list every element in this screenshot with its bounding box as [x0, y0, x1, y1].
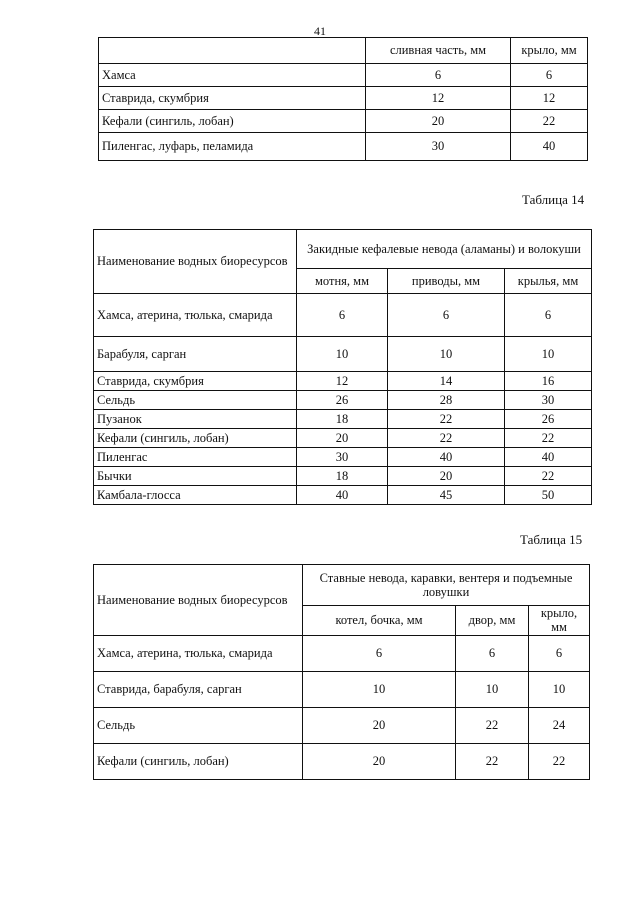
- value-cell: 10: [529, 671, 590, 707]
- table-row: [94, 635, 590, 671]
- column-header-cell: крыло, мм: [529, 606, 590, 636]
- value-cell: 6: [505, 294, 592, 337]
- value-cell: 30: [297, 448, 388, 467]
- value-cell: 22: [505, 467, 592, 486]
- value-cell: 12: [297, 372, 388, 391]
- value-cell: 22: [388, 410, 505, 429]
- table-row: [94, 743, 590, 779]
- table-row: [94, 467, 592, 486]
- value-cell: 6: [529, 635, 590, 671]
- value-cell: 20: [366, 110, 511, 133]
- value-cell: 14: [388, 372, 505, 391]
- table-14: [93, 229, 592, 505]
- value-cell: 24: [529, 707, 590, 743]
- column-header-cell: крылья, мм: [505, 269, 592, 294]
- group-header-cell: Ставные невода, каравки, вентеря и подъемные ловушки: [303, 565, 590, 606]
- species-cell: Сельдь: [94, 391, 297, 410]
- value-cell: 20: [388, 467, 505, 486]
- table-row: [94, 707, 590, 743]
- value-cell: 50: [505, 486, 592, 505]
- species-cell: Камбала-глосса: [94, 486, 297, 505]
- value-cell: 30: [366, 133, 511, 161]
- value-cell: 20: [303, 707, 456, 743]
- species-cell: Хамса: [99, 64, 366, 87]
- value-cell: 22: [511, 110, 588, 133]
- species-cell: Сельдь: [94, 707, 303, 743]
- table-row: [94, 671, 590, 707]
- value-cell: 45: [388, 486, 505, 505]
- value-cell: 10: [297, 337, 388, 372]
- species-cell: Ставрида, скумбрия: [94, 372, 297, 391]
- table-header-row: [94, 230, 592, 269]
- column-header-cell: двор, мм: [456, 606, 529, 636]
- value-cell: 26: [505, 410, 592, 429]
- value-cell: 6: [366, 64, 511, 87]
- row-header-cell: Наименование водных биоресурсов: [94, 565, 303, 636]
- species-cell: Пиленгас: [94, 448, 297, 467]
- table-row: [99, 64, 588, 87]
- value-cell: 12: [511, 87, 588, 110]
- table-continued: [98, 37, 588, 161]
- value-cell: 40: [388, 448, 505, 467]
- value-cell: 20: [303, 743, 456, 779]
- column-header-cell: мотня, мм: [297, 269, 388, 294]
- table-row: [94, 372, 592, 391]
- species-cell: Кефали (сингиль, лобан): [99, 110, 366, 133]
- value-cell: 40: [505, 448, 592, 467]
- value-cell: 10: [388, 337, 505, 372]
- table-row: [94, 486, 592, 505]
- group-header-cell: Закидные кефалевые невода (аламаны) и волокуши: [297, 230, 592, 269]
- column-header-cell: котел, бочка, мм: [303, 606, 456, 636]
- row-header-cell: Наименование водных биоресурсов: [94, 230, 297, 294]
- header-cell-empty: [99, 38, 366, 64]
- species-cell: Кефали (сингиль, лобан): [94, 743, 303, 779]
- value-cell: 30: [505, 391, 592, 410]
- value-cell: 18: [297, 410, 388, 429]
- species-cell: Кефали (сингиль, лобан): [94, 429, 297, 448]
- value-cell: 20: [297, 429, 388, 448]
- table-row: [94, 294, 592, 337]
- species-cell: Пузанок: [94, 410, 297, 429]
- table-header-row: [99, 38, 588, 64]
- table-14-caption: Таблица 14: [522, 192, 585, 207]
- table-15: [93, 564, 590, 780]
- value-cell: 26: [297, 391, 388, 410]
- value-cell: 6: [388, 294, 505, 337]
- value-cell: 6: [511, 64, 588, 87]
- value-cell: 28: [388, 391, 505, 410]
- species-cell: Ставрида, скумбрия: [99, 87, 366, 110]
- value-cell: 22: [456, 743, 529, 779]
- table-row: [94, 429, 592, 448]
- value-cell: 10: [456, 671, 529, 707]
- value-cell: 6: [297, 294, 388, 337]
- value-cell: 16: [505, 372, 592, 391]
- species-cell: Ставрида, барабуля, сарган: [94, 671, 303, 707]
- table-15-caption: Таблица 15: [520, 532, 583, 547]
- value-cell: 22: [456, 707, 529, 743]
- value-cell: 10: [303, 671, 456, 707]
- species-cell: Хамса, атерина, тюлька, смарида: [94, 294, 297, 337]
- value-cell: 18: [297, 467, 388, 486]
- value-cell: 40: [297, 486, 388, 505]
- header-cell-drain-part: сливная часть, мм: [366, 38, 511, 64]
- value-cell: 6: [303, 635, 456, 671]
- column-header-cell: приводы, мм: [388, 269, 505, 294]
- header-cell-wing: крыло, мм: [511, 38, 588, 64]
- table-row: [94, 337, 592, 372]
- value-cell: 12: [366, 87, 511, 110]
- table-row: [99, 87, 588, 110]
- value-cell: 22: [505, 429, 592, 448]
- table-row: [99, 133, 588, 161]
- species-cell: Хамса, атерина, тюлька, смарида: [94, 635, 303, 671]
- table-row: [94, 410, 592, 429]
- table-row: [94, 391, 592, 410]
- value-cell: 22: [529, 743, 590, 779]
- table-row: [94, 448, 592, 467]
- value-cell: 10: [505, 337, 592, 372]
- value-cell: 6: [456, 635, 529, 671]
- page-number: 41: [314, 24, 326, 38]
- value-cell: 22: [388, 429, 505, 448]
- species-cell: Барабуля, сарган: [94, 337, 297, 372]
- table-row: [99, 110, 588, 133]
- table-header-row: [94, 565, 590, 606]
- value-cell: 40: [511, 133, 588, 161]
- species-cell: Пиленгас, луфарь, пеламида: [99, 133, 366, 161]
- species-cell: Бычки: [94, 467, 297, 486]
